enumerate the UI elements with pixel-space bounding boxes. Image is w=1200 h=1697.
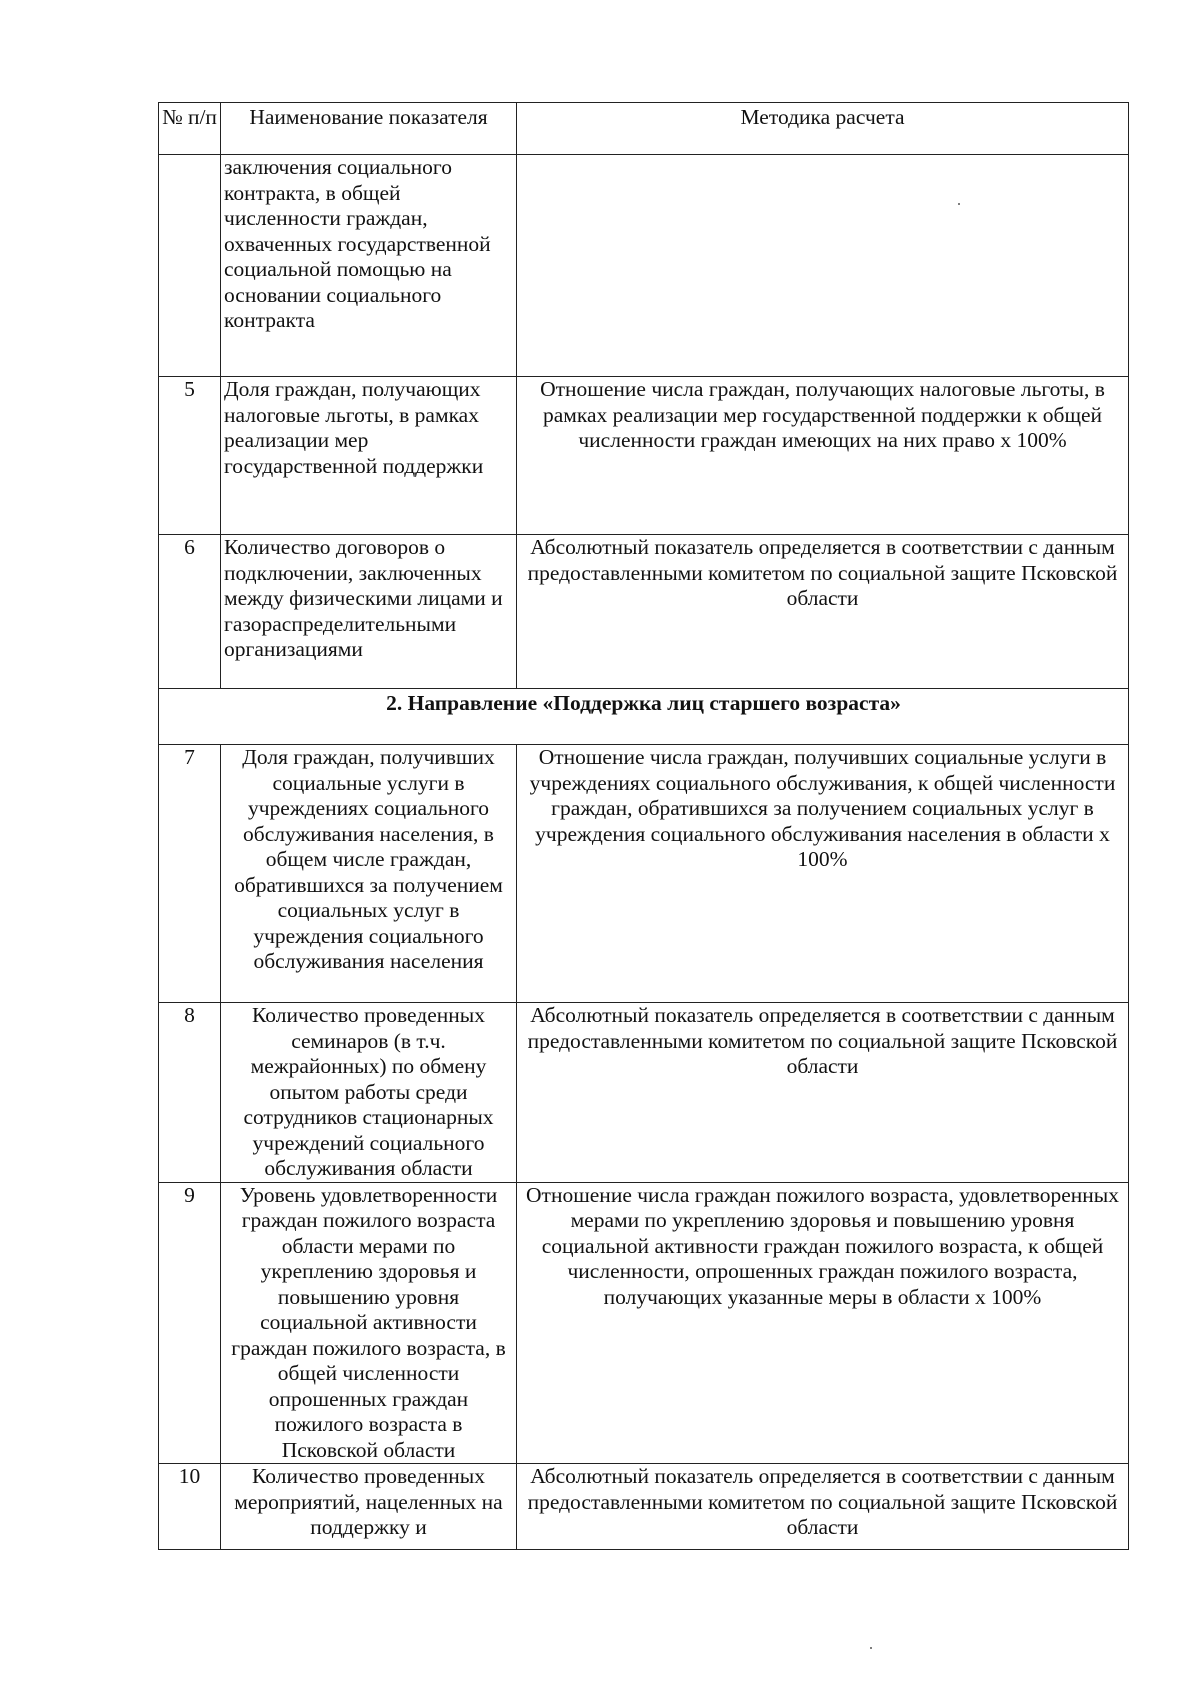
row-calculation-method: Отношение числа граждан, получивших социальные услуги в учреждениях социального обслуживания, к общей численности граждан, обратившихся за получением социальных услуг в учреждения социального обслуживания населения в области х 100% bbox=[517, 745, 1129, 1003]
row-calculation-method bbox=[517, 155, 1129, 377]
row-number: 5 bbox=[159, 377, 221, 535]
row-number: 8 bbox=[159, 1003, 221, 1183]
table-header-row bbox=[159, 103, 1129, 155]
row-number: 7 bbox=[159, 745, 221, 1003]
table-row bbox=[159, 1464, 1129, 1550]
row-indicator-name: Доля граждан, получивших социальные услуги в учреждениях социального обслуживания населения, в общем числе граждан, обратившихся за получением социальных услуг в учреждения социального обслуживания населения bbox=[221, 745, 517, 1003]
row-indicator-name: Уровень удовлетворенности граждан пожилого возраста области мерами по укреплению здоровья и повышению уровня социальной активности граждан пожилого возраста, в общей численности опрошенных граждан пожилого возраста в Псковской области bbox=[221, 1182, 517, 1464]
row-number: 10 bbox=[159, 1464, 221, 1550]
row-indicator-name: Количество проведенных семинаров (в т.ч. межрайонных) по обмену опытом работы среди сотрудников стационарных учреждений социального обслуживания области bbox=[221, 1003, 517, 1183]
section-heading-row bbox=[159, 689, 1129, 745]
scan-speck bbox=[958, 203, 960, 205]
header-indicator-name: Наименование показателя bbox=[221, 103, 517, 155]
table-row bbox=[159, 1003, 1129, 1183]
row-calculation-method: Абсолютный показатель определяется в соответствии с данным предоставленными комитетом по социальной защите Псковской области bbox=[517, 1003, 1129, 1183]
row-number: 6 bbox=[159, 535, 221, 689]
section-title: 2. Направление «Поддержка лиц старшего возраста» bbox=[159, 689, 1129, 745]
row-indicator-name: Количество проведенных мероприятий, нацеленных на поддержку и bbox=[221, 1464, 517, 1550]
indicators-table bbox=[158, 102, 1129, 1550]
row-number bbox=[159, 155, 221, 377]
header-number: № п/п bbox=[159, 103, 221, 155]
row-calculation-method: Абсолютный показатель определяется в соответствии с данным предоставленными комитетом по социальной защите Псковской области bbox=[517, 1464, 1129, 1550]
row-indicator-name: Количество договоров о подключении, заключенных между физическими лицами и газораспределительными организациями bbox=[221, 535, 517, 689]
table-row bbox=[159, 1182, 1129, 1464]
row-calculation-method: Абсолютный показатель определяется в соответствии с данным предоставленными комитетом по социальной защите Псковской области bbox=[517, 535, 1129, 689]
row-number: 9 bbox=[159, 1182, 221, 1464]
row-calculation-method: Отношение числа граждан, получающих налоговые льготы, в рамках реализации мер государственной поддержки к общей численности граждан имеющих на них право х 100% bbox=[517, 377, 1129, 535]
row-calculation-method: Отношение числа граждан пожилого возраста, удовлетворенных мерами по укреплению здоровья и повышению уровня социальной активности граждан пожилого возраста, к общей численности, опрошенных граждан пожилого возраста, получающих указанные меры в области х 100% bbox=[517, 1182, 1129, 1464]
table-row bbox=[159, 155, 1129, 377]
table-row bbox=[159, 535, 1129, 689]
header-calculation-method: Методика расчета bbox=[517, 103, 1129, 155]
table-row bbox=[159, 745, 1129, 1003]
table-row bbox=[159, 377, 1129, 535]
scan-speck bbox=[870, 1647, 872, 1649]
row-indicator-name: заключения социального контракта, в общей численности граждан, охваченных государственной социальной помощью на основании социального контракта bbox=[221, 155, 517, 377]
row-indicator-name: Доля граждан, получающих налоговые льготы, в рамках реализации мер государственной поддержки bbox=[221, 377, 517, 535]
